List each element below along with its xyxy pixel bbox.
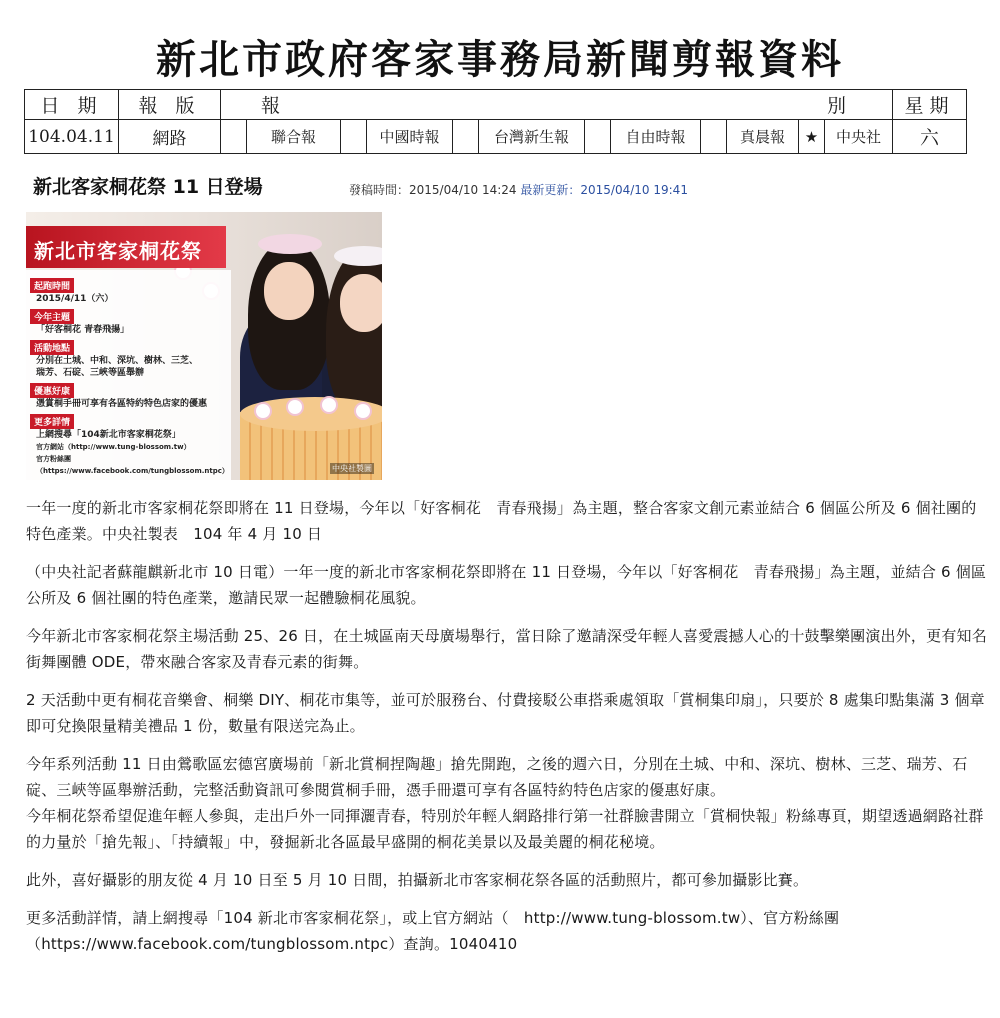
publication-column-header — [221, 90, 893, 120]
updated-time: 最新更新：2015/04/10 19:41 — [520, 183, 688, 197]
publication-item — [799, 120, 892, 153]
article-paragraph: 今年系列活動 11 日由鶯歌區宏德宮廣場前「新北賞桐捏陶趣」搶先開跑，之後的週六日，分別在土城、中和、深坑、樹林、三芝、瑞芳、石碇、三峽等區舉辦活動，完整活動資訊可參閱賞桐手冊，憑手冊還可享有各區特約特色店家的優惠好康。 — [26, 755, 968, 799]
article-paragraph: 2 天活動中更有桐花音樂會、桐樂 DIY、桐花市集等，並可於服務台、付費接駁公車搭乘處領取「賞桐集印扇」，只要於 8 處集印點集滿 3 個章即可兌換限量精美禮品 1 份，數量有限送完為止。 — [26, 691, 985, 735]
publication-header-right: 別 — [826, 95, 852, 118]
photo-text: 2015/4/11（六） — [36, 294, 114, 304]
version-column-header: 報 版 — [119, 90, 221, 120]
photo-info-panel — [26, 270, 231, 480]
article-title: 新北客家桐花祭 11 日登場 — [33, 176, 263, 198]
article-paragraph: 更多活動詳情，請上網搜尋「104 新北市客家桐花祭」，或上官方網站（ http://www.tung-blossom.tw）、官方粉絲團（https://www.facebook.com/tungblossom.ntpc）查詢。1040410 — [26, 909, 840, 953]
photo-text: 瑞芳、石碇、三峽等區舉辦 — [36, 368, 145, 378]
page-title: 新北市政府客家事務局新聞剪報資料 — [156, 36, 844, 83]
article-meta — [349, 181, 688, 198]
photo-text: 官方網站（http://www.tung-blossom.tw） — [36, 443, 191, 451]
clipping-weekday: 六 — [893, 120, 967, 154]
article-paragraph: 一年一度的新北市客家桐花祭即將在 11 日登場，今年以「好客桐花 青春飛揚」為主題，整合客家文創元素並結合 6 個區公所及 6 個社團的特色產業。中央社製表 104 年 4 月 10 日 — [26, 499, 977, 543]
publication-item — [701, 120, 799, 153]
weekday-column-header: 星期 — [893, 90, 967, 120]
publication-checkbox — [341, 120, 367, 153]
photo-tag: 起跑時間 — [30, 278, 74, 293]
publication-list — [221, 120, 893, 154]
publication-name: 真晨報 — [727, 120, 799, 153]
photo-text: 官方粉絲團（https://www.facebook.com/tungblossom.ntpc） — [36, 455, 229, 475]
article-paragraph: （中央社記者蘇龍麒新北市 10 日電）一年一度的新北市客家桐花祭即將在 11 日登場，今年以「好客桐花 青春飛揚」為主題，並結合 6 個區公所及 6 個社團的特色產業，邀請民眾一起體驗桐花風貌。 — [26, 563, 987, 607]
photo-banner: 新北市客家桐花祭 — [26, 226, 226, 268]
flower-crown — [258, 234, 322, 254]
photo-tag: 今年主題 — [30, 309, 74, 324]
article-paragraph: 今年桐花祭希望促進年輕人參與，走出戶外一同揮灑青春，特別於年輕人網路排行第一社群臉書開立「賞桐快報」粉絲專頁，期望透過網路社群的力量於「搶先報」、「持續報」中，發掘新北各區最早盛開的桐花美景以及最美麗的桐花秘境。 — [26, 807, 984, 851]
clipping-date: 104.04.11 — [25, 120, 119, 154]
publication-name: 中央社 — [835, 128, 881, 147]
photo-text: 「好客桐花 青春飛揚」 — [36, 325, 130, 335]
date-column-header: 日 期 — [25, 90, 119, 120]
photo-text: 上網搜尋「104新北市客家桐花祭」 — [36, 430, 181, 440]
publication-checkbox — [701, 120, 727, 153]
clipping-info-table — [24, 89, 967, 154]
photo-text: 分別在土城、中和、深坑、樹林、三芝、 — [36, 356, 199, 366]
article-paragraph: 此外，喜好攝影的朋友從 4 月 10 日至 5 月 10 日間，拍攝新北市客家桐花祭各區的活動照片，都可參加攝影比賽。 — [26, 871, 809, 889]
photo-tag: 優惠好康 — [30, 383, 74, 398]
photo-figure — [340, 274, 382, 332]
publication-name: 中國時報 — [367, 120, 453, 153]
photo-figure — [264, 262, 314, 320]
publication-name: 台灣新生報 — [479, 120, 585, 153]
publication-checkbox — [585, 120, 611, 153]
publication-checkbox — [221, 120, 247, 153]
publication-header-left: 報 — [261, 95, 287, 118]
photo-figure — [326, 247, 382, 417]
article-photo — [26, 212, 382, 480]
posted-time: 發稿時間：2015/04/10 14:24 — [349, 183, 517, 197]
clipping-version: 網路 — [119, 120, 221, 154]
publication-item — [453, 120, 585, 153]
flower-icon — [256, 404, 270, 418]
publication-item — [341, 120, 453, 153]
photo-tag: 更多詳情 — [30, 414, 74, 429]
publication-name: 聯合報 — [247, 120, 341, 153]
publication-checkbox-checked: ★ — [799, 120, 825, 153]
flower-icon — [356, 404, 370, 418]
flower-icon — [288, 400, 302, 414]
article-paragraph: 今年新北市客家桐花祭主場活動 25、26 日，在土城區南天母廣場舉行，當日除了邀請深受年輕人喜愛震撼人心的十鼓擊樂團演出外，更有知名街舞團體 ODE，帶來融合客家及青春元素的街舞。 — [26, 627, 987, 671]
photo-credit: 中央社製圖 — [332, 464, 372, 473]
publication-checkbox — [453, 120, 479, 153]
photo-text: 憑賞桐手冊可享有各區特約特色店家的優惠 — [36, 399, 208, 409]
photo-tag: 活動地點 — [30, 340, 74, 355]
publication-item — [585, 120, 701, 153]
publication-item — [221, 120, 341, 153]
article-body — [26, 495, 988, 969]
flower-icon — [322, 398, 336, 412]
publication-name: 自由時報 — [611, 120, 701, 153]
